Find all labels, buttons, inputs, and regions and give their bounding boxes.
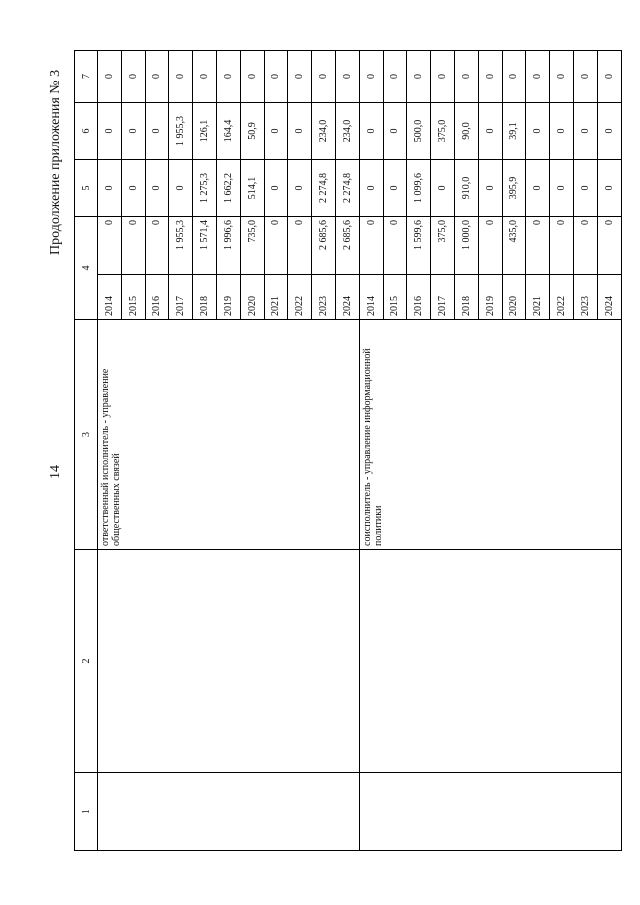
value-cell: 0 bbox=[383, 51, 407, 103]
value-cell: 0 bbox=[359, 103, 383, 160]
total-cell: 0 bbox=[550, 217, 574, 275]
value-cell: 514,1 bbox=[240, 160, 264, 217]
value-cell: 234,0 bbox=[335, 103, 359, 160]
value-cell: 0 bbox=[478, 160, 502, 217]
value-cell: 2 274,8 bbox=[312, 160, 336, 217]
value-cell: 0 bbox=[193, 51, 217, 103]
value-cell: 0 bbox=[264, 160, 288, 217]
year-cell: 2019 bbox=[478, 275, 502, 320]
value-cell: 0 bbox=[216, 51, 240, 103]
total-cell: 2 685,6 bbox=[335, 217, 359, 275]
value-cell: 126,1 bbox=[193, 103, 217, 160]
value-cell: 500,0 bbox=[407, 103, 431, 160]
total-cell: 0 bbox=[478, 217, 502, 275]
value-cell: 0 bbox=[169, 160, 193, 217]
value-cell: 90,0 bbox=[454, 103, 478, 160]
total-cell: 0 bbox=[526, 217, 550, 275]
year-cell: 2022 bbox=[550, 275, 574, 320]
table-header-row bbox=[75, 51, 98, 851]
value-cell: 0 bbox=[288, 160, 312, 217]
value-cell: 0 bbox=[573, 51, 597, 103]
year-cell: 2014 bbox=[359, 275, 383, 320]
column-header: 3 bbox=[75, 320, 98, 550]
value-cell: 0 bbox=[526, 160, 550, 217]
value-cell: 0 bbox=[526, 103, 550, 160]
value-cell: 0 bbox=[98, 51, 122, 103]
year-cell: 2016 bbox=[407, 275, 431, 320]
value-cell: 0 bbox=[169, 51, 193, 103]
cell-col2 bbox=[98, 550, 360, 773]
total-cell: 2 685,6 bbox=[312, 217, 336, 275]
year-cell: 2019 bbox=[216, 275, 240, 320]
column-header: 6 bbox=[75, 103, 98, 160]
value-cell: 0 bbox=[335, 51, 359, 103]
year-cell: 2021 bbox=[526, 275, 550, 320]
total-cell: 1 996,6 bbox=[216, 217, 240, 275]
total-cell: 435,0 bbox=[502, 217, 526, 275]
value-cell: 0 bbox=[359, 51, 383, 103]
value-cell: 0 bbox=[145, 160, 169, 217]
year-cell: 2024 bbox=[597, 275, 621, 320]
table-body bbox=[98, 51, 622, 851]
total-cell: 0 bbox=[383, 217, 407, 275]
total-cell: 735,0 bbox=[240, 217, 264, 275]
value-cell: 0 bbox=[288, 103, 312, 160]
value-cell: 0 bbox=[597, 103, 621, 160]
year-cell: 2017 bbox=[431, 275, 455, 320]
value-cell: 0 bbox=[145, 103, 169, 160]
year-cell: 2021 bbox=[264, 275, 288, 320]
value-cell: 0 bbox=[121, 160, 145, 217]
table-row bbox=[359, 51, 383, 851]
year-cell: 2023 bbox=[573, 275, 597, 320]
page-number: 14 bbox=[48, 465, 63, 479]
value-cell: 0 bbox=[145, 51, 169, 103]
value-cell: 50,9 bbox=[240, 103, 264, 160]
value-cell: 39,1 bbox=[502, 103, 526, 160]
value-cell: 1 099,6 bbox=[407, 160, 431, 217]
value-cell: 0 bbox=[478, 103, 502, 160]
total-cell: 375,0 bbox=[431, 217, 455, 275]
value-cell: 0 bbox=[264, 103, 288, 160]
total-cell: 1 571,4 bbox=[193, 217, 217, 275]
total-cell: 0 bbox=[264, 217, 288, 275]
value-cell: 0 bbox=[597, 160, 621, 217]
year-cell: 2020 bbox=[240, 275, 264, 320]
value-cell: 0 bbox=[526, 51, 550, 103]
value-cell: 0 bbox=[407, 51, 431, 103]
value-cell: 0 bbox=[383, 160, 407, 217]
cell-col1 bbox=[359, 773, 621, 851]
value-cell: 0 bbox=[431, 51, 455, 103]
total-cell: 1 599,6 bbox=[407, 217, 431, 275]
value-cell: 2 274,8 bbox=[335, 160, 359, 217]
year-cell: 2024 bbox=[335, 275, 359, 320]
total-cell: 0 bbox=[288, 217, 312, 275]
value-cell: 0 bbox=[359, 160, 383, 217]
value-cell: 0 bbox=[573, 103, 597, 160]
year-cell: 2015 bbox=[383, 275, 407, 320]
year-cell: 2020 bbox=[502, 275, 526, 320]
value-cell: 164,4 bbox=[216, 103, 240, 160]
value-cell: 0 bbox=[98, 160, 122, 217]
value-cell: 0 bbox=[431, 160, 455, 217]
budget-table bbox=[74, 50, 622, 851]
year-cell: 2015 bbox=[121, 275, 145, 320]
value-cell: 910,0 bbox=[454, 160, 478, 217]
year-cell: 2022 bbox=[288, 275, 312, 320]
column-header: 2 bbox=[75, 550, 98, 773]
total-cell: 0 bbox=[145, 217, 169, 275]
year-cell: 2016 bbox=[145, 275, 169, 320]
value-cell: 0 bbox=[502, 51, 526, 103]
total-cell: 1 000,0 bbox=[454, 217, 478, 275]
value-cell: 395,9 bbox=[502, 160, 526, 217]
value-cell: 0 bbox=[383, 103, 407, 160]
table-row bbox=[98, 51, 122, 851]
total-cell: 0 bbox=[597, 217, 621, 275]
value-cell: 1 662,2 bbox=[216, 160, 240, 217]
column-header: 7 bbox=[75, 51, 98, 103]
total-cell: 0 bbox=[573, 217, 597, 275]
value-cell: 0 bbox=[550, 103, 574, 160]
total-cell: 0 bbox=[121, 217, 145, 275]
value-cell: 0 bbox=[240, 51, 264, 103]
value-cell: 0 bbox=[264, 51, 288, 103]
executor-cell: ответственный исполнитель - управление общественных связей bbox=[98, 320, 360, 550]
value-cell: 0 bbox=[121, 103, 145, 160]
value-cell: 0 bbox=[550, 160, 574, 217]
year-cell: 2014 bbox=[98, 275, 122, 320]
total-cell: 1 955,3 bbox=[169, 217, 193, 275]
value-cell: 0 bbox=[312, 51, 336, 103]
value-cell: 0 bbox=[550, 51, 574, 103]
column-header: 4 bbox=[75, 217, 98, 320]
value-cell: 0 bbox=[121, 51, 145, 103]
cell-col2 bbox=[359, 550, 621, 773]
value-cell: 234,0 bbox=[312, 103, 336, 160]
value-cell: 375,0 bbox=[431, 103, 455, 160]
total-cell: 0 bbox=[98, 217, 122, 275]
value-cell: 0 bbox=[597, 51, 621, 103]
total-cell: 0 bbox=[359, 217, 383, 275]
executor-cell: соисполнитель - управление информационной политики bbox=[359, 320, 621, 550]
value-cell: 0 bbox=[478, 51, 502, 103]
value-cell: 1 955,3 bbox=[169, 103, 193, 160]
year-cell: 2018 bbox=[193, 275, 217, 320]
value-cell: 0 bbox=[98, 103, 122, 160]
value-cell: 0 bbox=[454, 51, 478, 103]
year-cell: 2018 bbox=[454, 275, 478, 320]
year-cell: 2023 bbox=[312, 275, 336, 320]
appendix-title: Продолжение приложения № 3 bbox=[48, 69, 63, 255]
cell-col1 bbox=[98, 773, 360, 851]
year-cell: 2017 bbox=[169, 275, 193, 320]
value-cell: 0 bbox=[573, 160, 597, 217]
value-cell: 1 275,3 bbox=[193, 160, 217, 217]
column-header: 5 bbox=[75, 160, 98, 217]
value-cell: 0 bbox=[288, 51, 312, 103]
column-header: 1 bbox=[75, 773, 98, 851]
